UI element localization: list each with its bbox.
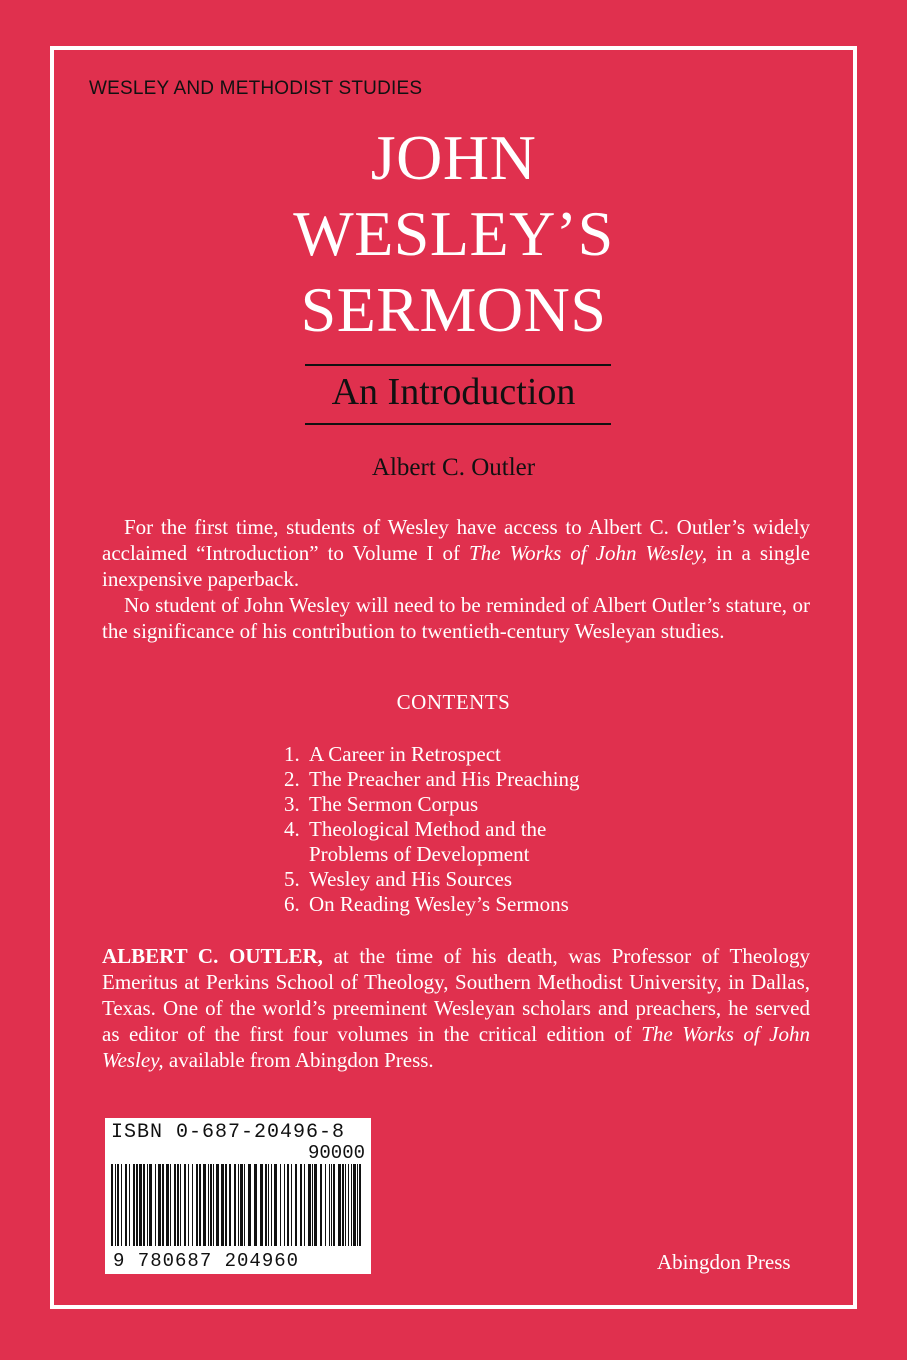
barcode-bar [166,1164,169,1246]
item-title: The Sermon Corpus [309,792,479,816]
series-label: WESLEY AND METHODIST STUDIES [89,78,423,99]
barcode-bar [329,1164,330,1246]
contents-item [284,792,704,817]
publisher-name: Abingdon Press [657,1250,791,1274]
barcode-bar [229,1164,231,1246]
author-bio [102,943,810,1073]
subtitle-rule-top [305,364,611,366]
contents-heading: CONTENTS [396,690,511,714]
barcode-bar [111,1164,113,1246]
item-title: Wesley and His Sources [309,867,513,891]
barcode-bar [291,1164,292,1246]
barcode-bar [196,1164,198,1246]
barcode-bar [147,1164,148,1246]
barcode-bar [133,1164,135,1246]
barcode-bar [139,1164,142,1246]
item-title: A Career in Retrospect [309,742,501,766]
barcode-bar [357,1164,358,1246]
blurb-paragraph-1 [102,514,810,592]
contents-item [284,817,704,867]
item-number: 2. [284,767,300,791]
barcode-bar [268,1164,269,1246]
barcode-bars [111,1164,365,1246]
barcode-bar [280,1164,281,1246]
title-line-2: WESLEY’S [293,198,614,269]
barcode-bar [149,1164,152,1246]
barcode-bar [180,1164,181,1246]
barcode-bar [174,1164,176,1246]
contents-item [284,767,704,792]
barcode-bar [304,1164,305,1246]
barcode-bar [265,1164,267,1246]
barcode-bar [177,1164,179,1246]
blurb [102,514,810,644]
barcode-bar [188,1164,189,1246]
barcode-bar [203,1164,206,1246]
barcode-bar [210,1164,212,1246]
barcode-bar [221,1164,224,1246]
barcode-bar [287,1164,289,1246]
bio-author-name: ALBERT C. OUTLER, [102,944,323,968]
barcode-bar [345,1164,346,1246]
blurb-text: For the first time, students of Wesley have access to Albert C. Outler’s widely acclaimed “Introduction” to Volume I of [102,515,810,565]
item-number: 3. [284,792,300,816]
barcode-bar [213,1164,214,1246]
barcode-bar [184,1164,186,1246]
blurb-work-title: The Works of John Wesley, [469,541,708,565]
barcode-bar [117,1164,119,1246]
barcode-bar [314,1164,317,1246]
barcode-bar [333,1164,335,1246]
barcode-bar [170,1164,171,1246]
bio-work-title: The Works of John Wesley, [102,1022,811,1072]
barcode-bar [351,1164,352,1246]
barcode-bar [199,1164,201,1246]
barcode-bar [320,1164,322,1246]
item-title: Theological Method and the Problems of Development [309,817,547,866]
barcode-bar [312,1164,313,1246]
barcode-bar [143,1164,145,1246]
isbn-label: ISBN 0-687-20496-8 [111,1121,346,1144]
barcode-bar [342,1164,344,1246]
subtitle: An Introduction [331,371,576,413]
barcode-bar [308,1164,311,1246]
barcode-bar [331,1164,332,1246]
barcode-bar [338,1164,341,1246]
barcode-bar [155,1164,156,1246]
barcode-bar [208,1164,209,1246]
barcode-bar [136,1164,138,1246]
title-line-3: SERMONS [300,274,607,345]
barcode-bar [300,1164,302,1246]
item-number: 6. [284,892,300,916]
barcode-bar [158,1164,161,1246]
barcode-bar [234,1164,236,1246]
barcode-bar [121,1164,122,1246]
bio-text: at the time of his death, was Professor of Theology Emeritus at Perkins School of Theology, Southern Methodist University, in Dallas, Texas. One of the world’s preeminent Wesleyan scholars and preachers, he served as editor of the first four volumes in the critical edition of [102,944,810,1046]
author-name: Albert C. Outler [371,454,536,481]
item-number: 1. [284,742,300,766]
item-number: 5. [284,867,300,891]
barcode-bar [284,1164,285,1246]
contents-list [284,742,704,917]
blurb-text: in a single inexpensive paperback. [102,541,810,591]
price-code: 90000 [307,1142,365,1164]
contents-item [284,742,704,767]
barcode-bar [115,1164,116,1246]
barcode-bar [348,1164,349,1246]
ean-digits: 9 780687 204960 [113,1250,300,1272]
barcode-bar [192,1164,193,1246]
barcode-bar [216,1164,219,1246]
title-line-1: JOHN [370,122,537,193]
bio-text: available from Abingdon Press. [163,1048,434,1072]
barcode-bar [129,1164,130,1246]
subtitle-rule-bottom [305,423,611,425]
barcode-bar [353,1164,356,1246]
barcode-bar [274,1164,277,1246]
barcode-bar [125,1164,127,1246]
contents-item [284,892,704,917]
barcode-bar [225,1164,227,1246]
item-number: 4. [284,817,300,841]
barcode-bar [359,1164,361,1246]
blurb-paragraph-2: No student of John Wesley will need to be reminded of Albert Outler’s stature, or the significance of his contribution to twentieth-century Wesleyan studies. [102,593,810,643]
barcode [105,1118,371,1274]
barcode-bar [260,1164,263,1246]
book-title [0,120,907,348]
barcode-bar [238,1164,239,1246]
barcode-bar [254,1164,257,1246]
barcode-bar [248,1164,251,1246]
item-title: The Preacher and His Preaching [309,767,580,791]
barcode-bar [325,1164,326,1246]
barcode-bar [240,1164,243,1246]
contents-item [284,867,704,892]
barcode-bar [271,1164,272,1246]
barcode-bar [295,1164,297,1246]
item-title: On Reading Wesley’s Sermons [309,892,569,916]
barcode-bar [162,1164,164,1246]
barcode-bar [244,1164,245,1246]
